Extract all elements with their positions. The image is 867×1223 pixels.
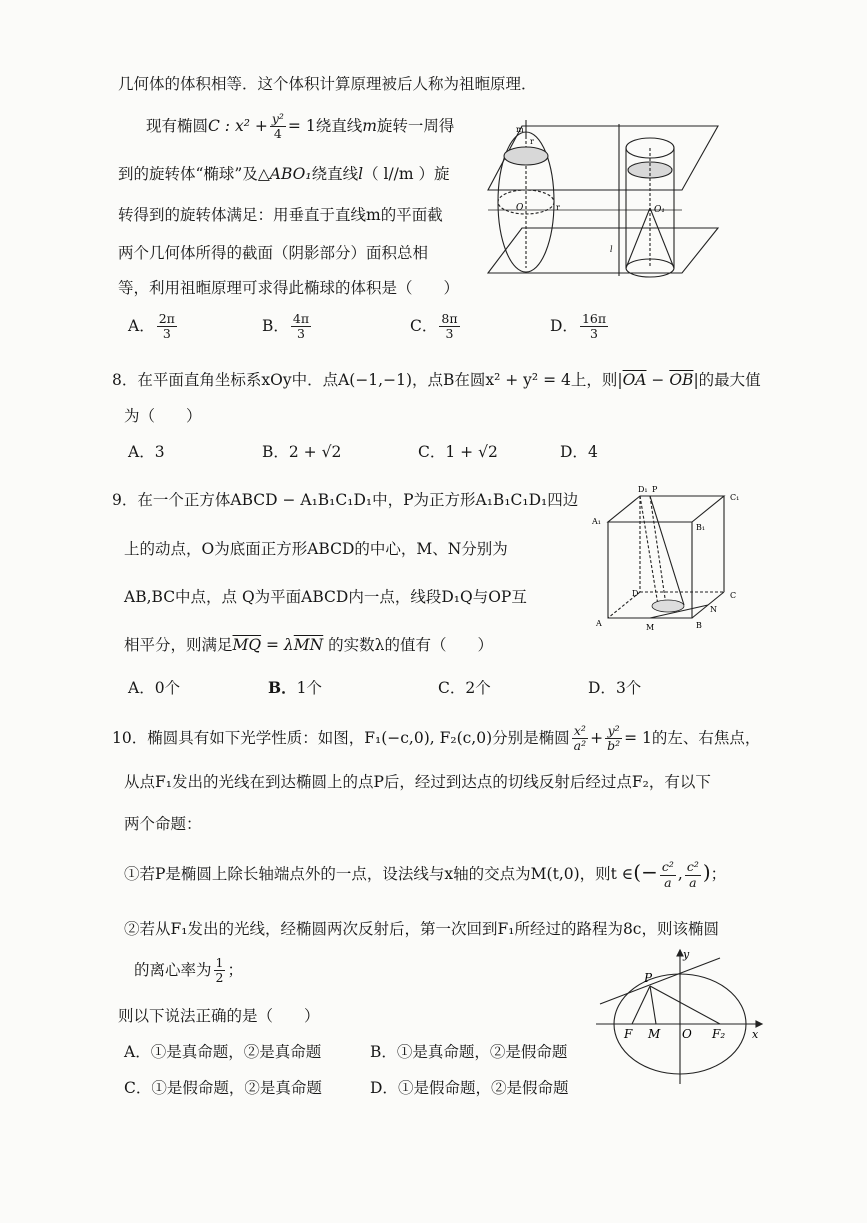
q7-line3: 转得到的旋转体满足：用垂直于直线m的平面截 xyxy=(118,206,443,224)
q8-option-c: C．1 + √2 xyxy=(418,443,498,461)
q10-ask: 则以下说法正确的是（ ） xyxy=(118,1007,320,1025)
q7-line5: 等，利用祖暅原理可求得此椭球的体积是（ ） xyxy=(118,279,460,297)
fig7-o1-label: O₁ xyxy=(654,205,665,215)
fig7-l-label: l xyxy=(610,245,613,254)
q7-option-d: D． $\frac{16\pi}{3}$ xyxy=(550,311,607,342)
q9-line1: 9．在一个正方体ABCD − A₁B₁C₁D₁中，P为正方形A₁B₁C₁D₁四边 xyxy=(112,491,579,509)
q7-option-a: A． $\frac{2\pi}{3}$ xyxy=(128,311,175,342)
q10-line3: 两个命题： xyxy=(124,815,202,833)
fig9-d1-label: D₁ xyxy=(638,485,648,494)
fig7-r2-label: r xyxy=(556,203,560,212)
fig9-m-label: M xyxy=(646,623,655,632)
q10-option-a: A．①是真命题，②是真命题 xyxy=(124,1043,322,1061)
q10-ellipse-figure xyxy=(594,944,770,1086)
q8-option-d: D．4 xyxy=(560,443,598,461)
q9-option-c: C．2个 xyxy=(438,679,491,697)
q7-line2: 到的旋转体“椭球”及△ABO₁绕直线l（ l//m ）旋 xyxy=(118,165,450,183)
q7-line4: 两个几何体所得的截面（阴影部分）面积总相 xyxy=(118,244,429,262)
fig10-y-label: y xyxy=(683,948,690,961)
intro-line: 几何体的体积相等．这个体积计算原理被后人称为祖暅原理． xyxy=(118,75,537,93)
fig9-a-label: A xyxy=(596,619,602,628)
fig10-f1-label: F xyxy=(624,1027,633,1041)
q7-option-b: B． $\frac{4\pi}{3}$ xyxy=(262,311,310,342)
q8-line1: 8．在平面直角坐标系xOy中．点A(−1,−1)，点B在圆x² + y² = 4上，则$|\overline{OA} - \overline{OB}|$的最大值 xyxy=(112,371,761,389)
q10-prop1: ①若P是椭圆上除长轴端点外的一点，设法线与x轴的交点为M(t,0)，则t ∈(− $\frac{\text{c²}}{a}$ , $\frac{\text{c²}}{a}$ )； xyxy=(124,859,727,890)
fig9-b1-label: B₁ xyxy=(696,523,706,532)
fig10-f2-label: F₂ xyxy=(712,1027,726,1041)
fig9-a1-label: A₁ xyxy=(592,517,601,526)
q9-line3: AB,BC中点，点 Q为平面ABCD内一点，线段D₁Q与OP互 xyxy=(124,588,527,606)
q9-option-a: A．0个 xyxy=(128,679,181,697)
fig10-o-label: O xyxy=(682,1027,692,1041)
q10-option-d: D．①是假命题，②是假命题 xyxy=(370,1079,569,1097)
q9-line4: 相平分，则满足$\overline{MQ} = \lambda\overline{MN}$ 的实数λ的值有（ ） xyxy=(124,636,493,654)
fig10-m-label: M xyxy=(648,1027,661,1041)
fig9-c1-label: C₁ xyxy=(730,493,740,502)
fig9-n-label: N xyxy=(710,605,717,614)
q9-cube-figure xyxy=(588,480,758,638)
q10-line2: 从点F₁发出的光线在到达椭圆上的点P后，经过到达点的切线反射后经过点F₂，有以下 xyxy=(124,773,711,791)
q7-option-c: C． $\frac{8\pi}{3}$ xyxy=(410,311,458,342)
fig10-x-label: x xyxy=(752,1028,759,1041)
fig7-o-label: O xyxy=(516,203,524,213)
q10-prop2-line1: ②若从F₁发出的光线，经椭圆两次反射后，第一次回到F₁所经过的路程为8c，则该椭圆 xyxy=(124,920,719,938)
fig9-d-label: D xyxy=(632,589,639,598)
q10-option-b: B．①是真命题，②是假命题 xyxy=(370,1043,568,1061)
fig7-r-label: r xyxy=(530,137,534,146)
fig9-p-label: P xyxy=(652,485,658,494)
q10-line1: 10．椭圆具有如下光学性质：如图，F₁(−c,0), F₂(c,0)分别是椭圆 $\frac{\text{x²}}{\text{a²}}$ + $\frac{\text{y²}}{\text{b²}}$ = 1的左、右焦点， xyxy=(112,723,761,754)
q10-option-c: C．①是假命题，②是真命题 xyxy=(124,1079,322,1097)
fig9-c-label: C xyxy=(730,591,737,600)
q10-prop2-line2: 的离心率为 $\frac{1}{2}$ ； xyxy=(134,955,243,986)
fig7-m-label: m xyxy=(516,125,524,134)
q9-line2: 上的动点，O为底面正方形ABCD的中心，M、N分别为 xyxy=(124,540,508,558)
fig9-b-label: B xyxy=(696,621,702,630)
q7-figure xyxy=(486,118,726,282)
q8-option-a: A．3 xyxy=(128,443,165,461)
q7-line1: 现有椭圆C : x² + $\frac{\text{y²}}{4}$ = 1绕直线m旋转一周得 xyxy=(146,111,455,142)
q9-option-b: B．1个 xyxy=(268,678,322,697)
q9-option-d: D．3个 xyxy=(588,679,642,697)
q8-option-b: B．2 + √2 xyxy=(262,443,342,461)
q8-line2: 为（ ） xyxy=(124,407,202,425)
fig10-p-label: P xyxy=(644,971,653,985)
q7-ellipse-frac: $\frac{\text{y²}}{4}$ xyxy=(271,111,284,142)
